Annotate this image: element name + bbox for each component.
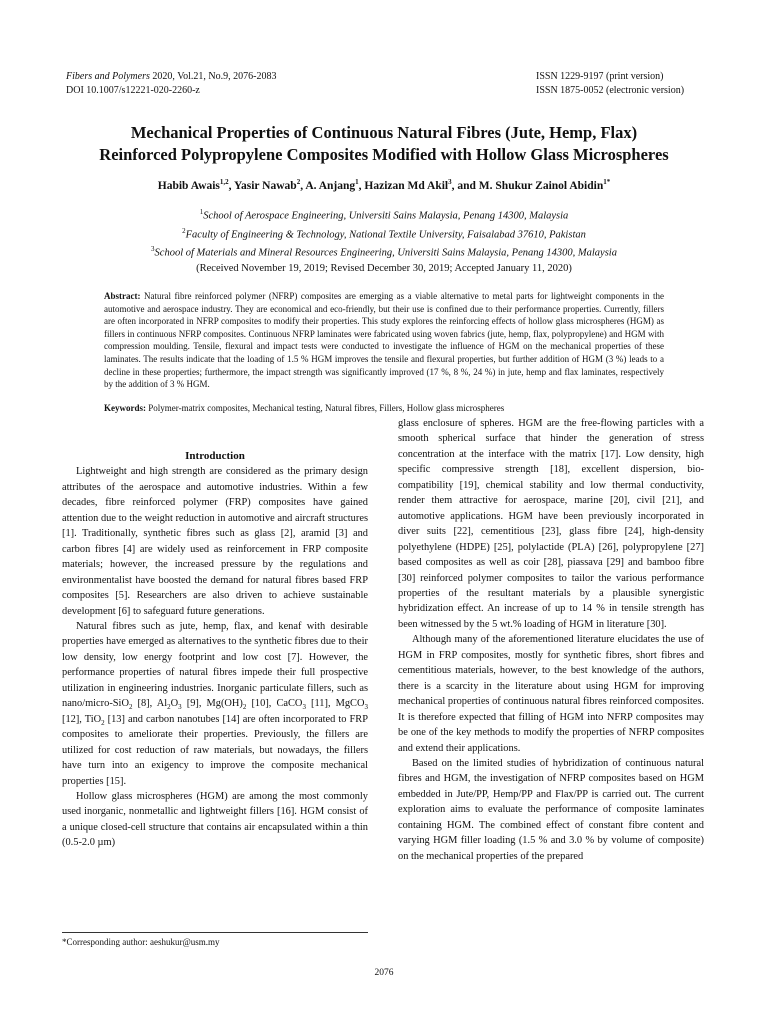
author: Yasir Nawab [233, 179, 297, 192]
author-separator: , [300, 179, 306, 192]
paper-title [40, 122, 728, 166]
keywords-text: Polymer-matrix composites, Mechanical testing, Natural fibres, Fillers, Hollow glass microspheres [146, 403, 505, 413]
affiliation-text: Faculty of Engineering & Technology, National Textile University, Faisalabad 37610, Pakistan [185, 229, 586, 240]
abstract-text: Natural fibre reinforced polymer (NFRP) composites are emerging as a viable alternative to metal parts for lightweight components in the automotive and aerospace industry. They are economical and eco-friendly, but their use is confined due to their performance properties. Currently, fillers are often incorporated in NFRP composites to modify their properties. This study explores the reinforcing effects of hollow glass microspheres (HGM) as fillers in continuous NFRP composites. Continuous NFRP laminates were fabricated using woven fabrics (jute, hemp, flax, polypropylene) and HGM with compression moulding. Tensile, flexural and impact tests were conducted to investigate the influence of HGM on the mechanical properties of these laminates. The results indicate that the loading of 1.5 % HGM improves the tensile and flexural properties, but further addition of HGM (3 %) leads to a decline in these properties; furthermore, the impact strength was significantly improved (17 %, 8 %, 24 %) in jute, hemp and flax laminates, respectively by the addition of 3 % HGM. [104, 291, 664, 390]
title-line-2: Reinforced Polypropylene Composites Modified with Hollow Glass Microspheres [99, 145, 669, 164]
author-affiliation-mark: 1,2 [219, 178, 229, 186]
affiliation [40, 205, 728, 224]
journal-header [66, 70, 276, 98]
text-run: Natural fibres such as jute, hemp, flax, and kenaf with desirable properties have emerged as alternatives to the synthetic fibres due to their low density, low energy footprint and low cost [7]. However, the performance properties of natural fibres impede their full prospective utilization in engineering industries. Inorganic particulate fillers, such as nano/micro-SiO [62, 620, 368, 710]
affiliation-text: School of Materials and Mineral Resources Engineering, Universiti Sains Malaysia, Penang 14300, Malaysia [154, 247, 617, 259]
keywords-label: Keywords: [104, 403, 146, 413]
text-run: [13] and carbon nanotubes [14] are often incorporated to FRP composites to ameliorate their properties. Previously, the fillers are utilized for cost reduction of raw materials, but nowadays, the fillers have turn into an exigency to improve the composite mechanical properties [15]. [62, 713, 368, 787]
text-run: [8], Al [132, 698, 168, 710]
issn-print: ISSN 1229-9197 (print version) [536, 71, 664, 82]
author-separator: , [228, 179, 234, 192]
affiliation-text: School of Aerospace Engineering, Universiti Sains Malaysia, Penang 14300, Malaysia [203, 210, 569, 222]
subscript: 3 [178, 703, 182, 712]
author-separator: , [358, 179, 365, 192]
issn-electronic: ISSN 1875-0052 (electronic version) [536, 85, 685, 96]
author: Hazizan Md Akil [364, 179, 449, 192]
affiliation-mark: 1 [199, 208, 204, 216]
author: A. Anjang [305, 179, 356, 192]
paragraph: Based on the limited studies of hybridization of continuous natural fibres and HGM, the investigation of NFRP composites based on HGM embedded in Jute/PP, Hemp/PP and Flax/PP is carried out. The current exploration aims to evaluate the performance of composite laminates containing HGM. The combined effect of constant fibre content and varying HGM filler loading (1.5 % and 3.0 % by volume of composite) on the mechanical properties of the prepared [398, 757, 704, 862]
author: M. Shukur Zainol Abidin [478, 179, 604, 192]
corresponding-author-footnote: *Corresponding author: aeshukur@usm.my [62, 937, 220, 947]
left-column [62, 449, 368, 851]
received-dates: (Received November 19, 2019; Revised December 30, 2019; Accepted January 11, 2020) [196, 262, 572, 274]
subscript: 2 [242, 703, 247, 712]
paragraph: glass enclosure of spheres. HGM are the free-flowing particles with a smooth spherical surface that hinder the generation of stress concentration at the interface with the matrix [17]. Low density, high specific compressive strength [18], excellent dispersion, bio-compatibility [19], chemical stability and low thermal conductivity, render them attractive for aerospace, marine [20], civil [21], and automotive applications. HGM have been previously incorporated in diver suits [22], cementitious [23], glass fibre [24], high-density polyethylene (HDPE) [25], polylactide (PLA) [26], polypropylene [27] based composites as well as coir [28], piassava [29] and bamboo fibre [30] reinforced polymer composites to tailor the various performance properties of the resultant materials by a plausible synergistic hybridization effect. An increase of up to 14 % in tensile strength has been witnessed by the 5 wt.% loading of HGM in literature [30]. [398, 418, 704, 630]
footnote-rule [62, 932, 368, 933]
affiliation-mark: 2 [182, 226, 186, 235]
author-affiliation-mark: 3 [448, 178, 452, 186]
keywords [104, 402, 664, 414]
paragraph [62, 619, 368, 789]
author-separator: , and [451, 179, 479, 192]
affiliation [40, 242, 728, 261]
paragraph: Lightweight and high strength are considered as the primary design attributes of the aerospace and automotive industries. Within a few decades, fibre reinforced polymer (FRP) composites have gained attention due to the weight reduction in automotive and aircraft structures [1]. Traditionally, synthetic fibres such as glass [2], aramid [3] and carbon fibres [4] are widely used as reinforcement in FRP composite materials; however, the increased pressure by the regulations and environmentalist have boosted the demand for natural fibres based FRP composites [5]. Researchers are also driven to achieve sustainable development [6] to safeguard future generations. [62, 466, 368, 617]
subscript: 3 [364, 703, 368, 712]
journal-citation: 2020, Vol.21, No.9, 2076-2083 [149, 71, 277, 82]
text-run: [11], MgCO [305, 698, 365, 710]
affiliation [40, 224, 728, 243]
right-column [398, 416, 704, 864]
text-run: O [170, 698, 179, 710]
text-run: [10], CaCO [246, 698, 303, 710]
abstract [104, 290, 664, 391]
abstract-label: Abstract: [104, 291, 141, 301]
text-run: [12], TiO [62, 713, 102, 725]
journal-name: Fibers and Polymers [66, 71, 150, 82]
paragraph: Hollow glass microspheres (HGM) are among the most commonly used inorganic, nonmetallic and lightweight fillers [16]. HGM consist of a unique closed-cell structure that contains air encapsulated within a thin (0.5-2.0 µm) [62, 790, 368, 849]
subscript: 2 [128, 703, 133, 712]
section-title-introduction: Introduction [185, 450, 245, 462]
author-affiliation-mark: 1 [355, 178, 359, 186]
author: Habib Awais [157, 179, 220, 192]
affiliations [40, 205, 728, 276]
issn-header [536, 70, 684, 98]
title-line-1: Mechanical Properties of Continuous Natural Fibres (Jute, Hemp, Flax) [130, 123, 638, 142]
subscript: 2 [167, 703, 171, 712]
affiliation-mark: 3 [151, 245, 155, 253]
subscript: 3 [302, 703, 306, 712]
paragraph: Although many of the aforementioned literature elucidates the use of HGM in FRP composites, mostly for synthetic fibres, short fibres and cementitious materials, however, to the best knowledge of the authors, there is a scarcity in the literature about using HGM for improving mechanical properties of continuous natural fibres reinforced composites. It is therefore expected that filling of HGM into NFRP composites may be one of the key methods to modify the properties of NFRP composites and extend their applications. [398, 634, 704, 754]
subscript: 2 [101, 718, 105, 727]
text-run: [9], Mg(OH) [181, 698, 243, 710]
doi: DOI 10.1007/s12221-020-2260-z [66, 85, 200, 96]
page-number: 2076 [374, 968, 394, 978]
author-affiliation-mark: 2 [296, 178, 301, 186]
author-list [40, 178, 728, 192]
author-affiliation-mark: 1* [603, 178, 611, 186]
